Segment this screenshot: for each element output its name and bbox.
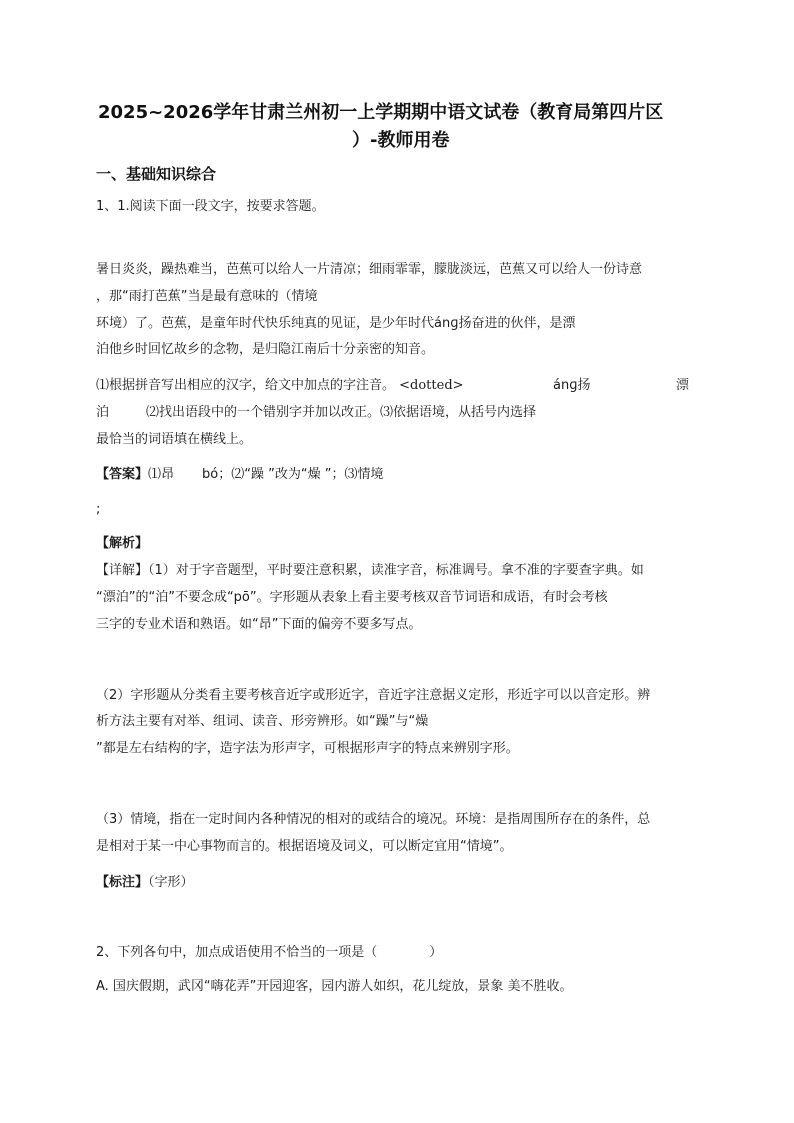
detail3-line-2: 是相对于某一中心事物而言的。根据语境及词义，可以断定宜用“情境”。 bbox=[96, 839, 513, 854]
answer-row bbox=[96, 467, 383, 483]
tag-label: 【标注】 bbox=[96, 875, 149, 890]
task-1-word-2: 漂 bbox=[676, 378, 690, 393]
answer-extra: ; bbox=[96, 502, 101, 517]
passage-line-3: 环境）了。芭蕉，是童年时代快乐纯真的见证，是少年时代ánɡ扬奋进的伙伴，是漂 bbox=[96, 316, 576, 331]
passage-line-4: 泊他乡时回忆故乡的念物，是归隐江南后十分亲密的知音。 bbox=[96, 342, 435, 357]
answer-part-2: bó；⑵“躁 ”改为“燥 ”；⑶情境 bbox=[202, 467, 384, 482]
detail2-line-3: ”都是左右结构的字，造字法为形声字，可根据形声字的特点来辨别字形。 bbox=[96, 741, 519, 756]
question-2-option-a: A. 国庆假期，武冈“嗨花弄”开园迎客，园内游人如织，花儿绽放，景象 美不胜收。 bbox=[96, 979, 573, 994]
answer-part-1: ⑴昂 bbox=[148, 467, 175, 482]
tag-row bbox=[96, 875, 194, 891]
page-title-line1: 2025~2026学年甘肃兰州初一上学期期中语文试卷（教育局第四片区 bbox=[98, 102, 664, 123]
answer-label: 【答案】 bbox=[96, 467, 149, 482]
task-3-cont: 最恰当的词语填在横线上。 bbox=[96, 432, 253, 447]
task-1: ⑴根据拼音写出相应的汉字，给文中加点的字注音。 <dotted> bbox=[96, 378, 464, 393]
analysis-label: 【解析】 bbox=[96, 536, 149, 551]
question-1-stem: 1、1.阅读下面一段文字，按要求答题。 bbox=[96, 199, 325, 214]
task-1-word-3: 泊 bbox=[96, 405, 110, 420]
passage-line-1: 暑日炎炎，躁热难当，芭蕉可以给人一片清凉；细雨霏霏，朦胧淡远，芭蕉又可以给人一份诗意 bbox=[96, 262, 643, 277]
task-2-3: ⑵找出语段中的一个错别字并加以改正。⑶依据语境，从括号内选择 bbox=[146, 405, 537, 420]
tag-text: （字形） bbox=[148, 875, 194, 890]
detail-line-3: 三字的专业术语和熟语。如“昂”下面的偏旁不要多写点。 bbox=[96, 617, 422, 632]
passage-line-2: ，那“雨打芭蕉”当是最有意味的（情境 bbox=[96, 289, 318, 304]
section-heading: 一、基础知识综合 bbox=[96, 165, 217, 183]
question-2-stem: 2、下列各句中，加点成语使用不恰当的一项是（ ） bbox=[96, 945, 443, 960]
detail2-line-1: （2）字形题从分类看主要考核音近字或形近字，音近字注意据义定形，形近字可以以音定形。辨 bbox=[96, 688, 651, 703]
detail-line-1: 【详解】（1）对于字音题型，平时要注意积累，读准字音，标准调号。拿不准的字要查字典。如 bbox=[96, 563, 644, 578]
detail-line-2: “漂泊”的“泊”不要念成“pō”。字形题从表象上看主要考核双音节词语和成语，有时会考核 bbox=[96, 590, 608, 605]
detail3-line-1: （3）情境，指在一定时间内各种情况的相对的或结合的境况。环境：是指周围所存在的条件，总 bbox=[96, 812, 651, 827]
detail2-line-2: 析方法主要有对举、组词、读音、形旁辨形。如“躁”与“燥 bbox=[96, 714, 429, 729]
task-1-word: ánɡ扬 bbox=[553, 378, 591, 393]
page-title-line2: ）-教师用卷 bbox=[352, 130, 450, 151]
